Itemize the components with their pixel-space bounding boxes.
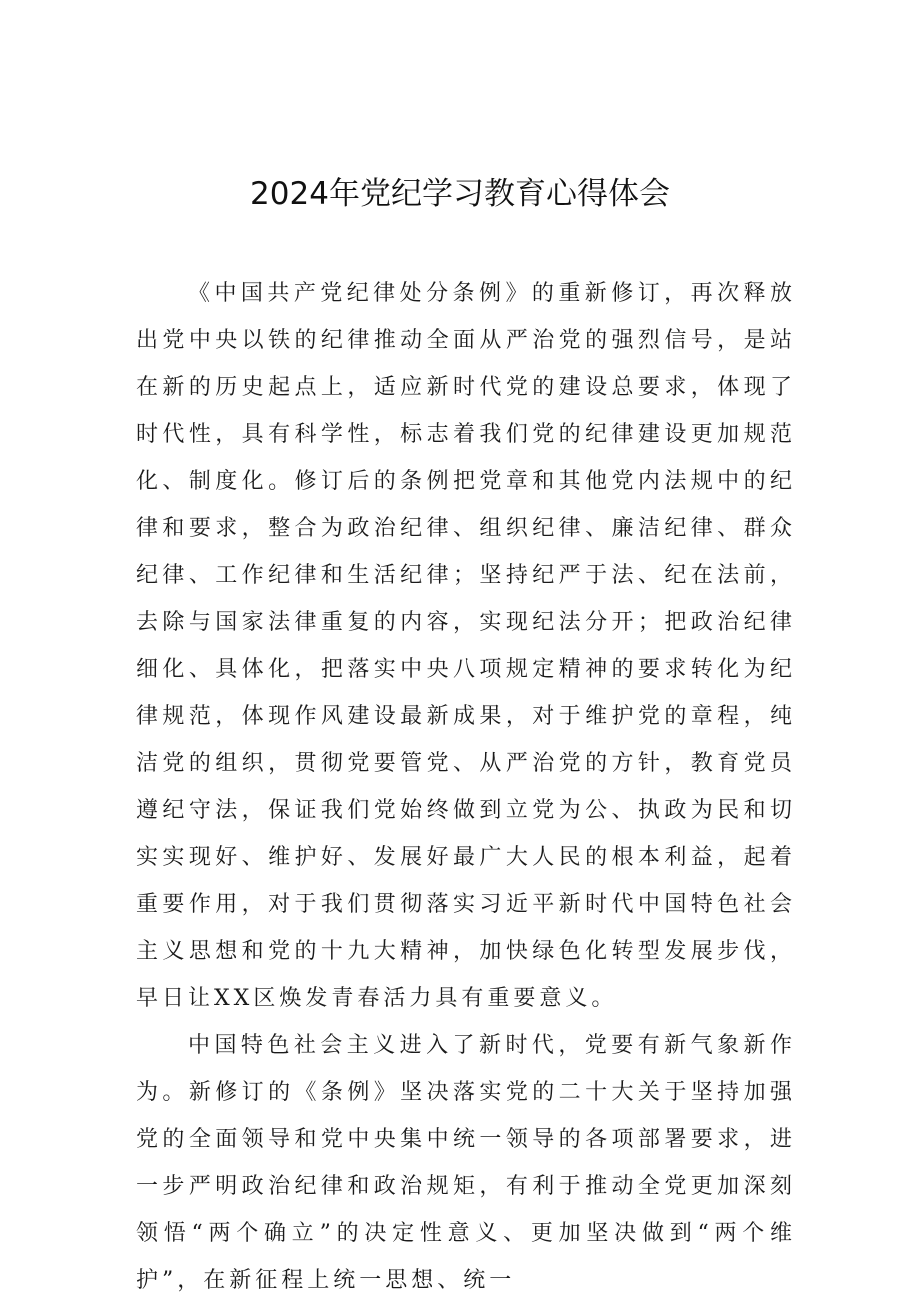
document-body (136, 270, 796, 1304)
document-title: 2024年党纪学习教育心得体会 (250, 176, 670, 212)
paragraph-2: 中国特色社会主义进入了新时代，党要有新气象新作为。新修订的《条例》坚决落实党的二十大关于坚持加强党的全面领导和党中央集中统一领导的各项部署要求，进一步严明政治纪律和政治规矩，有利于推动全党更加深刻领悟“两个确立”的决定性意义、更加坚决做到“两个维护”，在新征程上统一思想、统一 (136, 1033, 796, 1293)
paragraph-1: 《中国共产党纪律处分条例》的重新修订，再次释放出党中央以铁的纪律推动全面从严治党的强烈信号，是站在新的历史起点上，适应新时代党的建设总要求，体现了时代性，具有科学性，标志着我们党的纪律建设更加规范化、制度化。修订后的条例把党章和其他党内法规中的纪律和要求，整合为政治纪律、组织纪律、廉洁纪律、群众纪律、工作纪律和生活纪律；坚持纪严于法、纪在法前，去除与国家法律重复的内容，实现纪法分开；把政治纪律细化、具体化，把落实中央八项规定精神的要求转化为纪律规范，体现作风建设最新成果，对于维护党的章程，纯洁党的组织，贯彻党要管党、从严治党的方针，教育党员遵纪守法，保证我们党始终做到立党为公、执政为民和切实实现好、维护好、发展好最广大人民的根本利益，起着重要作用，对于我们贯彻落实习近平新时代中国特色社会主义思想和党的十九大精神，加快绿色化转型发展步伐，早日让XX区焕发青春活力具有重要意义。 (136, 281, 796, 1011)
